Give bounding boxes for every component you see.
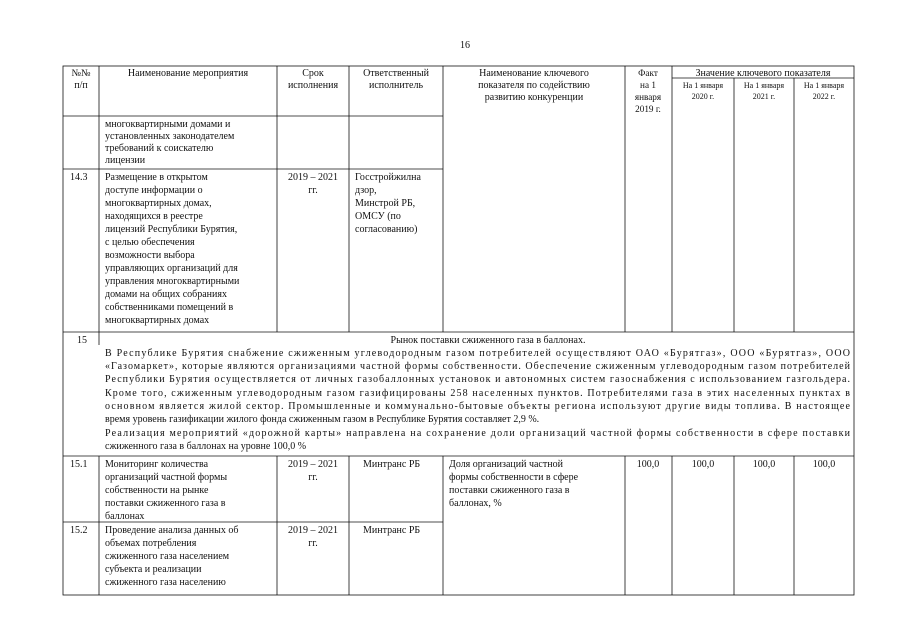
row-15-1-name-line: организаций частной формы	[105, 472, 228, 483]
section-15-text-line: «Газомаркет», которые являются организациями частной формы собственности. Обеспечение сжиженным углеводородным газом потребителей	[105, 361, 850, 372]
header-year-2020-line1: На 1 января	[682, 81, 724, 90]
header-fact-line3: января	[634, 92, 662, 102]
row-15-1-indicator-line: Доля организаций частной	[449, 459, 563, 470]
section-15-text-line: основном является жилой сектор. Промышленные и коммунально-бытовые объекты региона используют другие виды топлива. В настоящее	[105, 401, 850, 412]
row-15-2-term-line1: 2019 – 2021	[288, 525, 338, 536]
row-14-3-name-line: возможности выбора	[105, 250, 195, 261]
row-15-1-name-line: поставки сжиженного газа в	[105, 498, 226, 509]
header-num-line2: п/п	[74, 80, 88, 91]
table-row-14-3	[70, 172, 421, 326]
row-15-2-name-line: сжиженного газа населению	[105, 577, 226, 588]
row-15-1-name-line: Мониторинг количества	[105, 459, 209, 470]
row-15-2-resp: Минтранс РБ	[363, 525, 421, 536]
row-15-1-indicator-line: формы собственности в сфере	[449, 472, 579, 483]
row-14-3-resp-line: дзор,	[355, 185, 377, 196]
table-row-continued	[105, 119, 235, 166]
row-15-1-term-line2: гг.	[308, 472, 318, 483]
header-term-line2: исполнения	[287, 80, 339, 91]
row-14-3-name-line: многоквартирных домах,	[105, 198, 212, 209]
header-fact-line4: 2019 г.	[635, 104, 661, 114]
header-value-group: Значение ключевого показателя	[695, 68, 831, 79]
header-fact-line2: на 1	[640, 80, 656, 90]
table-row-15-2	[70, 525, 420, 588]
header-year-2022-line1: На 1 января	[803, 81, 845, 90]
row-15-1-value-2022: 100,0	[812, 459, 836, 470]
header-resp-line1: Ответственный	[363, 68, 429, 79]
row-15-2-name-line: сжиженного газа населением	[105, 551, 230, 562]
section-15	[77, 335, 851, 452]
table-header	[71, 68, 844, 114]
header-indicator-line3: развитию конкуренции	[484, 92, 584, 103]
header-term-line1: Срок	[302, 68, 324, 79]
row-14-3-term-line2: гг.	[308, 185, 318, 196]
row-14-3-name-line: собственниками помещений в	[105, 302, 234, 313]
row-15-1-fact: 100,0	[636, 459, 660, 470]
row-15-2-num: 15.2	[70, 525, 88, 536]
row-15-1-name-line: баллонах	[105, 511, 145, 522]
header-year-2020-line2: 2020 г.	[691, 92, 715, 101]
row-14-3-name-line: управления многоквартирными	[105, 276, 240, 287]
row-15-2-term-line2: гг.	[308, 538, 318, 549]
header-year-2022-line2: 2022 г.	[812, 92, 836, 101]
header-year-2021-line1: На 1 января	[743, 81, 785, 90]
header-num-line1: №№	[71, 68, 91, 79]
row-15-2-name-line: объемах потребления	[105, 538, 197, 549]
row-14-3-name-line: Размещение в открытом	[105, 172, 208, 183]
cont-name-line3: требований к соискателю	[105, 143, 214, 154]
row-15-1-value-2020: 100,0	[691, 459, 715, 470]
cont-name-line2: установленных законодателем	[105, 131, 235, 142]
row-15-1-value-2021: 100,0	[752, 459, 776, 470]
row-14-3-resp-line: Госстройжилна	[355, 172, 421, 183]
row-14-3-resp-line: согласованию)	[355, 224, 418, 235]
section-15-text-line: Кроме того, сжиженным углеводородным газом газифицированы 258 населенных пунктов. Потребителями газа в этих населенных пунктах в	[105, 388, 851, 399]
row-14-3-name-line: с целью обеспечения	[105, 237, 195, 248]
section-15-title: Рынок поставки сжиженного газа в баллонах.	[390, 335, 586, 346]
row-14-3-name-line: многоквартирных домах	[105, 315, 210, 326]
row-15-2-name-line: субъекта и реализации	[105, 564, 202, 575]
row-14-3-name-line: находящихся в реестре	[105, 211, 203, 222]
row-14-3-resp-line: Минстрой РБ,	[355, 198, 416, 209]
section-15-text-line: В Республике Бурятия снабжение сжиженным углеводородным газом потребителей осуществляют ОАО «Бурятгаз», ООО «Бурятгаз», ООО	[105, 348, 851, 359]
row-15-1-indicator-line: поставки сжиженного газа в	[449, 485, 570, 496]
section-15-text-line: Республики Бурятия осуществляется от личных газобаллонных установок и автономных систем газоснабжения с использованием газгольдера.	[105, 374, 851, 385]
row-15-2-name-line: Проведение анализа данных об	[105, 525, 239, 536]
row-14-3-name-line: домами на общих собраниях	[105, 289, 227, 300]
page-number: 16	[460, 40, 470, 51]
row-15-1-resp: Минтранс РБ	[363, 459, 421, 470]
row-15-1-num: 15.1	[70, 459, 88, 470]
header-fact-line1: Факт	[638, 68, 658, 78]
row-15-1-name-line: собственности на рынке	[105, 485, 209, 496]
header-resp-line2: исполнитель	[368, 80, 424, 91]
section-15-text-line: сжиженного газа в баллонах на уровне 100,0 %	[105, 441, 307, 452]
header-indicator-line1: Наименование ключевого	[479, 68, 589, 79]
section-15-text-line: Реализация мероприятий «дорожной карты» направлена на сохранение доли организаций частной формы собственности в сфере поставки	[105, 428, 850, 439]
header-name: Наименование мероприятия	[127, 68, 249, 79]
cont-name-line4: лицензии	[105, 155, 146, 166]
row-14-3-name-line: доступе информации о	[105, 185, 203, 196]
section-15-num: 15	[77, 335, 87, 346]
table-row-15-1	[70, 459, 835, 522]
row-14-3-num: 14.3	[70, 172, 88, 183]
cont-name-line1: многоквартирными домами и	[105, 119, 231, 130]
section-15-text-line: время уровень газификации жилого фонда сжиженным газом в Республике Бурятия составляет 2,9 %.	[105, 414, 540, 425]
row-14-3-name-line: лицензий Республики Бурятия,	[105, 224, 238, 235]
row-14-3-term-line1: 2019 – 2021	[288, 172, 338, 183]
header-year-2021-line2: 2021 г.	[752, 92, 776, 101]
row-15-1-term-line1: 2019 – 2021	[288, 459, 338, 470]
header-indicator-line2: показателя по содействию	[478, 80, 590, 91]
row-14-3-name-line: управляющих организаций для	[105, 263, 238, 274]
row-14-3-resp-line: ОМСУ (по	[355, 211, 401, 222]
row-15-1-indicator-line: баллонах, %	[449, 498, 502, 509]
